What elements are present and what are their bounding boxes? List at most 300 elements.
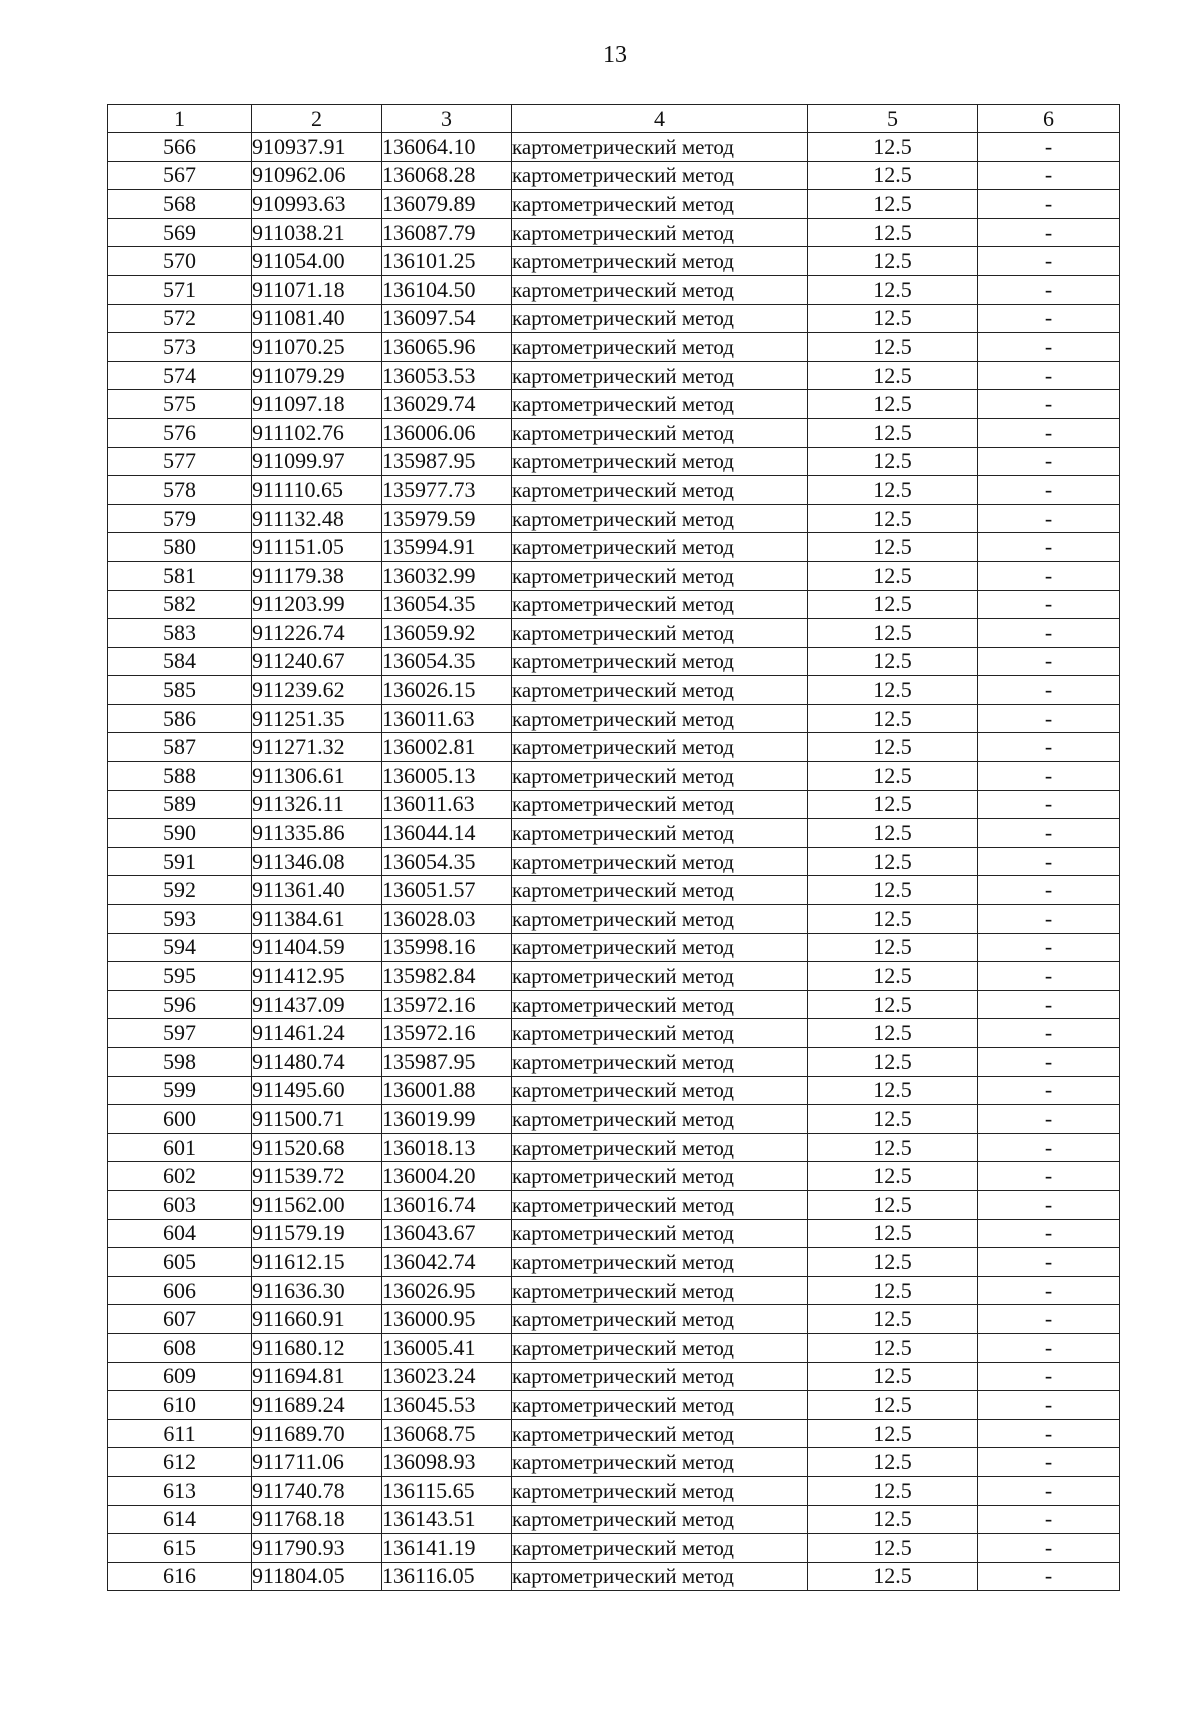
table-row — [108, 819, 1120, 848]
cell-note: - — [978, 133, 1120, 162]
cell-accuracy: 12.5 — [808, 533, 978, 562]
cell-coord-y: 136032.99 — [382, 561, 512, 590]
cell-point-number: 574 — [108, 361, 252, 390]
page-number: 13 — [603, 42, 627, 68]
cell-point-number: 579 — [108, 504, 252, 533]
cell-method: картометрический метод — [512, 876, 808, 905]
cell-point-number: 592 — [108, 876, 252, 905]
cell-point-number: 596 — [108, 990, 252, 1019]
cell-accuracy: 12.5 — [808, 161, 978, 190]
cell-coord-y: 136028.03 — [382, 905, 512, 934]
cell-method: картометрический метод — [512, 647, 808, 676]
table-row — [108, 133, 1120, 162]
cell-point-number: 604 — [108, 1219, 252, 1248]
cell-coord-x: 911081.40 — [252, 304, 382, 333]
cell-point-number: 598 — [108, 1048, 252, 1077]
cell-point-number: 613 — [108, 1476, 252, 1505]
cell-note: - — [978, 275, 1120, 304]
cell-coord-x: 910937.91 — [252, 133, 382, 162]
cell-accuracy: 12.5 — [808, 1190, 978, 1219]
cell-accuracy: 12.5 — [808, 418, 978, 447]
cell-coord-x: 911495.60 — [252, 1076, 382, 1105]
cell-method: картометрический метод — [512, 533, 808, 562]
cell-note: - — [978, 561, 1120, 590]
table-row — [108, 1076, 1120, 1105]
cell-method: картометрический метод — [512, 1534, 808, 1563]
cell-coord-x: 911097.18 — [252, 390, 382, 419]
cell-coord-y: 136006.06 — [382, 418, 512, 447]
cell-coord-y: 136054.35 — [382, 847, 512, 876]
cell-method: картометрический метод — [512, 762, 808, 791]
cell-accuracy: 12.5 — [808, 333, 978, 362]
cell-coord-y: 135977.73 — [382, 476, 512, 505]
cell-point-number: 589 — [108, 790, 252, 819]
cell-coord-y: 135987.95 — [382, 1048, 512, 1077]
cell-coord-y: 136023.24 — [382, 1362, 512, 1391]
cell-coord-x: 911804.05 — [252, 1562, 382, 1591]
cell-point-number: 572 — [108, 304, 252, 333]
cell-method: картометрический метод — [512, 390, 808, 419]
cell-method: картометрический метод — [512, 733, 808, 762]
header-col-3: 3 — [382, 105, 512, 133]
cell-note: - — [978, 962, 1120, 991]
cell-method: картометрический метод — [512, 1276, 808, 1305]
table-row — [108, 933, 1120, 962]
table-row — [108, 847, 1120, 876]
cell-method: картометрический метод — [512, 962, 808, 991]
cell-coord-y: 136011.63 — [382, 704, 512, 733]
cell-point-number: 566 — [108, 133, 252, 162]
table-row — [108, 390, 1120, 419]
cell-coord-x: 911110.65 — [252, 476, 382, 505]
cell-coord-y: 136042.74 — [382, 1248, 512, 1277]
cell-coord-x: 911239.62 — [252, 676, 382, 705]
cell-point-number: 575 — [108, 390, 252, 419]
cell-accuracy: 12.5 — [808, 1048, 978, 1077]
cell-accuracy: 12.5 — [808, 590, 978, 619]
table-row — [108, 962, 1120, 991]
cell-coord-y: 136011.63 — [382, 790, 512, 819]
cell-coord-y: 136079.89 — [382, 190, 512, 219]
cell-point-number: 609 — [108, 1362, 252, 1391]
cell-accuracy: 12.5 — [808, 905, 978, 934]
cell-note: - — [978, 819, 1120, 848]
cell-method: картометрический метод — [512, 1048, 808, 1077]
cell-coord-y: 136051.57 — [382, 876, 512, 905]
cell-coord-x: 911054.00 — [252, 247, 382, 276]
cell-coord-y: 135979.59 — [382, 504, 512, 533]
cell-note: - — [978, 190, 1120, 219]
cell-point-number: 583 — [108, 619, 252, 648]
cell-method: картометрический метод — [512, 504, 808, 533]
cell-accuracy: 12.5 — [808, 1162, 978, 1191]
cell-note: - — [978, 533, 1120, 562]
cell-note: - — [978, 161, 1120, 190]
cell-coord-y: 136002.81 — [382, 733, 512, 762]
cell-method: картометрический метод — [512, 333, 808, 362]
cell-coord-x: 911102.76 — [252, 418, 382, 447]
cell-coord-x: 911251.35 — [252, 704, 382, 733]
cell-point-number: 615 — [108, 1534, 252, 1563]
cell-method: картометрический метод — [512, 361, 808, 390]
cell-coord-y: 136068.75 — [382, 1419, 512, 1448]
cell-method: картометрический метод — [512, 1562, 808, 1591]
cell-note: - — [978, 1162, 1120, 1191]
table-row — [108, 447, 1120, 476]
cell-note: - — [978, 847, 1120, 876]
table-row — [108, 561, 1120, 590]
table-row — [108, 361, 1120, 390]
cell-method: картометрический метод — [512, 1248, 808, 1277]
table-row — [108, 1476, 1120, 1505]
cell-accuracy: 12.5 — [808, 619, 978, 648]
table-row — [108, 1562, 1120, 1591]
cell-note: - — [978, 876, 1120, 905]
cell-point-number: 581 — [108, 561, 252, 590]
cell-accuracy: 12.5 — [808, 133, 978, 162]
table-row — [108, 161, 1120, 190]
table-row — [108, 190, 1120, 219]
cell-coord-x: 911404.59 — [252, 933, 382, 962]
cell-accuracy: 12.5 — [808, 933, 978, 962]
cell-coord-x: 911680.12 — [252, 1333, 382, 1362]
cell-point-number: 614 — [108, 1505, 252, 1534]
cell-accuracy: 12.5 — [808, 561, 978, 590]
cell-method: картометрический метод — [512, 790, 808, 819]
header-col-4: 4 — [512, 105, 808, 133]
cell-coord-y: 136029.74 — [382, 390, 512, 419]
header-col-1: 1 — [108, 105, 252, 133]
cell-coord-x: 910962.06 — [252, 161, 382, 190]
cell-accuracy: 12.5 — [808, 504, 978, 533]
cell-accuracy: 12.5 — [808, 476, 978, 505]
cell-coord-x: 911689.70 — [252, 1419, 382, 1448]
table-row — [108, 676, 1120, 705]
cell-note: - — [978, 1133, 1120, 1162]
cell-coord-y: 136004.20 — [382, 1162, 512, 1191]
cell-accuracy: 12.5 — [808, 676, 978, 705]
cell-coord-y: 135987.95 — [382, 447, 512, 476]
cell-coord-y: 136054.35 — [382, 590, 512, 619]
cell-method: картометрический метод — [512, 476, 808, 505]
table-row — [108, 1448, 1120, 1477]
cell-accuracy: 12.5 — [808, 361, 978, 390]
cell-point-number: 616 — [108, 1562, 252, 1591]
header-row — [108, 105, 1120, 133]
cell-method: картометрический метод — [512, 1105, 808, 1134]
cell-note: - — [978, 390, 1120, 419]
cell-coord-x: 911132.48 — [252, 504, 382, 533]
cell-coord-y: 135994.91 — [382, 533, 512, 562]
table-row — [108, 1391, 1120, 1420]
table-row — [108, 1190, 1120, 1219]
table-row — [108, 990, 1120, 1019]
cell-point-number: 606 — [108, 1276, 252, 1305]
cell-coord-x: 911361.40 — [252, 876, 382, 905]
cell-coord-y: 136026.15 — [382, 676, 512, 705]
cell-point-number: 595 — [108, 962, 252, 991]
table-row — [108, 247, 1120, 276]
cell-coord-x: 911539.72 — [252, 1162, 382, 1191]
cell-note: - — [978, 933, 1120, 962]
cell-point-number: 607 — [108, 1305, 252, 1334]
cell-coord-y: 136018.13 — [382, 1133, 512, 1162]
cell-coord-y: 136101.25 — [382, 247, 512, 276]
cell-coord-y: 135998.16 — [382, 933, 512, 962]
cell-method: картометрический метод — [512, 1476, 808, 1505]
cell-note: - — [978, 361, 1120, 390]
cell-method: картометрический метод — [512, 1305, 808, 1334]
cell-accuracy: 12.5 — [808, 1362, 978, 1391]
cell-coord-x: 911520.68 — [252, 1133, 382, 1162]
cell-coord-y: 135982.84 — [382, 962, 512, 991]
cell-method: картометрический метод — [512, 1362, 808, 1391]
cell-coord-y: 136054.35 — [382, 647, 512, 676]
cell-note: - — [978, 733, 1120, 762]
cell-accuracy: 12.5 — [808, 819, 978, 848]
cell-note: - — [978, 619, 1120, 648]
cell-note: - — [978, 1448, 1120, 1477]
cell-accuracy: 12.5 — [808, 847, 978, 876]
cell-coord-x: 911711.06 — [252, 1448, 382, 1477]
cell-note: - — [978, 762, 1120, 791]
cell-point-number: 569 — [108, 218, 252, 247]
cell-coord-x: 911480.74 — [252, 1048, 382, 1077]
cell-method: картометрический метод — [512, 819, 808, 848]
cell-coord-x: 911070.25 — [252, 333, 382, 362]
cell-coord-y: 136141.19 — [382, 1534, 512, 1563]
cell-accuracy: 12.5 — [808, 1219, 978, 1248]
table-row — [108, 1133, 1120, 1162]
cell-coord-x: 911562.00 — [252, 1190, 382, 1219]
cell-point-number: 590 — [108, 819, 252, 848]
cell-note: - — [978, 504, 1120, 533]
cell-coord-y: 136097.54 — [382, 304, 512, 333]
cell-point-number: 594 — [108, 933, 252, 962]
cell-method: картометрический метод — [512, 1162, 808, 1191]
cell-method: картометрический метод — [512, 847, 808, 876]
table-row — [108, 1305, 1120, 1334]
cell-accuracy: 12.5 — [808, 762, 978, 791]
cell-method: картометрический метод — [512, 1076, 808, 1105]
cell-note: - — [978, 1190, 1120, 1219]
cell-coord-y: 136065.96 — [382, 333, 512, 362]
cell-coord-y: 136087.79 — [382, 218, 512, 247]
table-row — [108, 1248, 1120, 1277]
cell-coord-y: 136026.95 — [382, 1276, 512, 1305]
cell-coord-x: 911636.30 — [252, 1276, 382, 1305]
cell-note: - — [978, 1476, 1120, 1505]
table-row — [108, 704, 1120, 733]
cell-method: картометрический метод — [512, 1505, 808, 1534]
cell-coord-x: 911038.21 — [252, 218, 382, 247]
cell-coord-y: 136053.53 — [382, 361, 512, 390]
cell-coord-y: 135972.16 — [382, 1019, 512, 1048]
cell-coord-x: 911768.18 — [252, 1505, 382, 1534]
cell-method: картометрический метод — [512, 619, 808, 648]
cell-point-number: 567 — [108, 161, 252, 190]
table-row — [108, 590, 1120, 619]
cell-accuracy: 12.5 — [808, 447, 978, 476]
cell-note: - — [978, 418, 1120, 447]
cell-coord-x: 911412.95 — [252, 962, 382, 991]
cell-coord-y: 136005.41 — [382, 1333, 512, 1362]
cell-note: - — [978, 1276, 1120, 1305]
cell-coord-x: 911326.11 — [252, 790, 382, 819]
cell-point-number: 580 — [108, 533, 252, 562]
cell-note: - — [978, 647, 1120, 676]
cell-point-number: 601 — [108, 1133, 252, 1162]
cell-note: - — [978, 1219, 1120, 1248]
cell-method: картометрический метод — [512, 218, 808, 247]
cell-accuracy: 12.5 — [808, 1305, 978, 1334]
cell-point-number: 612 — [108, 1448, 252, 1477]
cell-note: - — [978, 704, 1120, 733]
cell-accuracy: 12.5 — [808, 247, 978, 276]
cell-method: картометрический метод — [512, 304, 808, 333]
table-row — [108, 418, 1120, 447]
cell-coord-x: 911071.18 — [252, 275, 382, 304]
cell-note: - — [978, 304, 1120, 333]
table-row — [108, 1362, 1120, 1391]
cell-coord-x: 911079.29 — [252, 361, 382, 390]
cell-note: - — [978, 1419, 1120, 1448]
cell-method: картометрический метод — [512, 990, 808, 1019]
table-row — [108, 1019, 1120, 1048]
table-row — [108, 275, 1120, 304]
table-row — [108, 1534, 1120, 1563]
cell-point-number: 577 — [108, 447, 252, 476]
cell-note: - — [978, 905, 1120, 934]
cell-point-number: 568 — [108, 190, 252, 219]
cell-coord-x: 911500.71 — [252, 1105, 382, 1134]
cell-method: картометрический метод — [512, 1190, 808, 1219]
table-row — [108, 1219, 1120, 1248]
cell-accuracy: 12.5 — [808, 876, 978, 905]
cell-method: картометрический метод — [512, 275, 808, 304]
cell-note: - — [978, 218, 1120, 247]
cell-note: - — [978, 1105, 1120, 1134]
cell-method: картометрический метод — [512, 676, 808, 705]
table-row — [108, 1505, 1120, 1534]
cell-coord-y: 136068.28 — [382, 161, 512, 190]
cell-coord-x: 911694.81 — [252, 1362, 382, 1391]
cell-coord-y: 136045.53 — [382, 1391, 512, 1420]
cell-point-number: 586 — [108, 704, 252, 733]
coordinates-table — [107, 104, 1120, 1591]
cell-note: - — [978, 1534, 1120, 1563]
cell-accuracy: 12.5 — [808, 1534, 978, 1563]
cell-method: картометрический метод — [512, 247, 808, 276]
table-row — [108, 504, 1120, 533]
table-row — [108, 647, 1120, 676]
cell-accuracy: 12.5 — [808, 1076, 978, 1105]
cell-coord-y: 136104.50 — [382, 275, 512, 304]
table-row — [108, 790, 1120, 819]
cell-accuracy: 12.5 — [808, 275, 978, 304]
cell-coord-y: 136005.13 — [382, 762, 512, 791]
cell-accuracy: 12.5 — [808, 647, 978, 676]
table-row — [108, 905, 1120, 934]
cell-method: картометрический метод — [512, 1219, 808, 1248]
cell-note: - — [978, 1248, 1120, 1277]
cell-point-number: 602 — [108, 1162, 252, 1191]
cell-coord-x: 911660.91 — [252, 1305, 382, 1334]
cell-coord-x: 911335.86 — [252, 819, 382, 848]
cell-note: - — [978, 1305, 1120, 1334]
cell-point-number: 605 — [108, 1248, 252, 1277]
cell-coord-x: 911240.67 — [252, 647, 382, 676]
cell-coord-x: 911689.24 — [252, 1391, 382, 1420]
cell-point-number: 608 — [108, 1333, 252, 1362]
cell-method: картометрический метод — [512, 590, 808, 619]
cell-accuracy: 12.5 — [808, 1505, 978, 1534]
cell-point-number: 582 — [108, 590, 252, 619]
table-row — [108, 304, 1120, 333]
cell-accuracy: 12.5 — [808, 190, 978, 219]
table-row — [108, 876, 1120, 905]
table-row — [108, 733, 1120, 762]
table-row — [108, 476, 1120, 505]
cell-coord-x: 911306.61 — [252, 762, 382, 791]
cell-coord-y: 136115.65 — [382, 1476, 512, 1505]
cell-coord-x: 911099.97 — [252, 447, 382, 476]
table-row — [108, 1276, 1120, 1305]
cell-method: картометрический метод — [512, 447, 808, 476]
cell-coord-x: 911461.24 — [252, 1019, 382, 1048]
cell-method: картометрический метод — [512, 418, 808, 447]
cell-note: - — [978, 447, 1120, 476]
cell-note: - — [978, 590, 1120, 619]
cell-point-number: 593 — [108, 905, 252, 934]
cell-coord-y: 136000.95 — [382, 1305, 512, 1334]
cell-method: картометрический метод — [512, 561, 808, 590]
header-col-2: 2 — [252, 105, 382, 133]
table-row — [108, 333, 1120, 362]
cell-method: картометрический метод — [512, 1448, 808, 1477]
table-body — [108, 133, 1120, 1591]
cell-point-number: 570 — [108, 247, 252, 276]
cell-note: - — [978, 1019, 1120, 1048]
cell-method: картометрический метод — [512, 1391, 808, 1420]
cell-note: - — [978, 990, 1120, 1019]
cell-coord-x: 911384.61 — [252, 905, 382, 934]
header-col-5: 5 — [808, 105, 978, 133]
header-col-6: 6 — [978, 105, 1120, 133]
cell-accuracy: 12.5 — [808, 304, 978, 333]
cell-accuracy: 12.5 — [808, 1133, 978, 1162]
cell-note: - — [978, 1048, 1120, 1077]
cell-point-number: 611 — [108, 1419, 252, 1448]
cell-coord-x: 911203.99 — [252, 590, 382, 619]
cell-accuracy: 12.5 — [808, 218, 978, 247]
cell-coord-y: 136064.10 — [382, 133, 512, 162]
cell-accuracy: 12.5 — [808, 704, 978, 733]
cell-coord-y: 136116.05 — [382, 1562, 512, 1591]
cell-coord-x: 911740.78 — [252, 1476, 382, 1505]
table-row — [108, 1048, 1120, 1077]
table-row — [108, 1419, 1120, 1448]
cell-point-number: 599 — [108, 1076, 252, 1105]
cell-coord-x: 911579.19 — [252, 1219, 382, 1248]
cell-accuracy: 12.5 — [808, 1562, 978, 1591]
cell-note: - — [978, 1562, 1120, 1591]
cell-coord-x: 911790.93 — [252, 1534, 382, 1563]
cell-point-number: 591 — [108, 847, 252, 876]
cell-point-number: 571 — [108, 275, 252, 304]
cell-accuracy: 12.5 — [808, 1476, 978, 1505]
cell-accuracy: 12.5 — [808, 733, 978, 762]
